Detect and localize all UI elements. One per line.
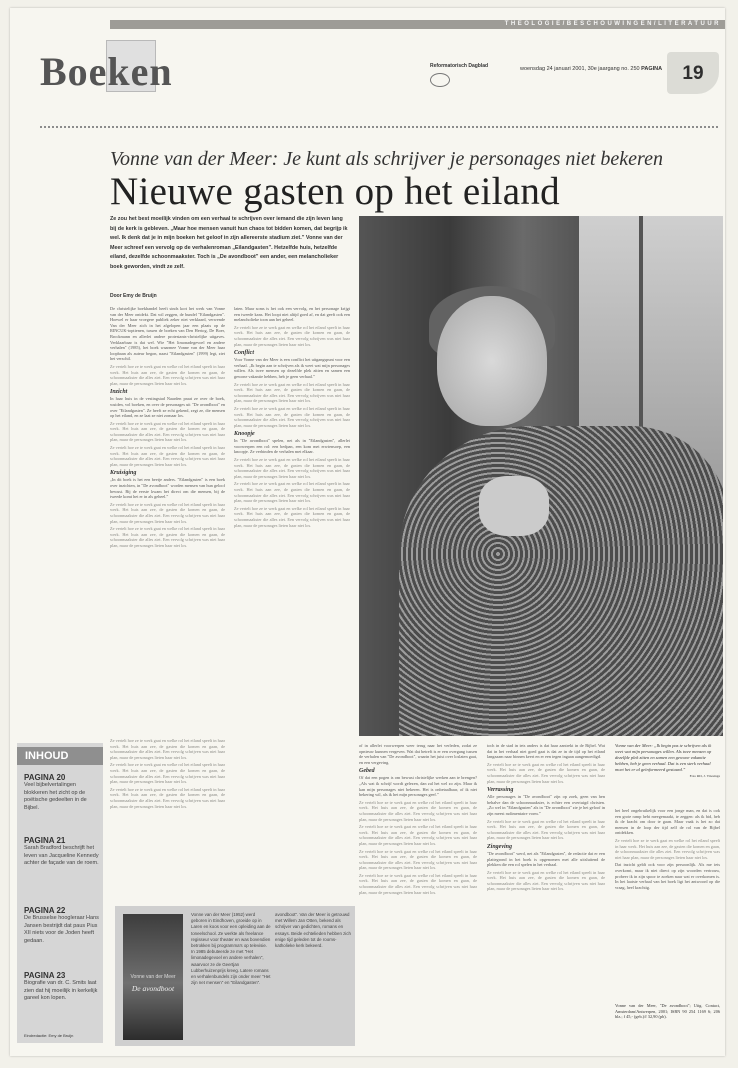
caption-text: Vonne van der Meer: „Ik begin pas te schrijven als ik weet wat mijn personages willen. Als twee mensen op dezelfde plek zitten en samen een gewone vakantie hebben, heb je geen verhaal. Dat is een sterk verhaal moet het er al geïnformeerd gestuurd.” — [615, 743, 712, 772]
article-column-5 — [615, 808, 720, 1003]
article-column-3 — [359, 743, 477, 1048]
body-paragraph: laten. Maar soms is het ook een vervolg, en het personage krijgt een tweede kans. Het loopt niet altijd goed af, en dat geeft ook een melancholieke toon aan het geheel. — [234, 306, 350, 323]
subhead-verrassing: Verrassing — [487, 787, 514, 794]
newspaper-page — [10, 8, 725, 1056]
photo-coat — [399, 426, 723, 736]
photo-caption — [615, 743, 720, 779]
body-paragraph: Ze vertelt hoe ze te werk gaat en welke rol het eiland speelt in haar werk. Het huis aan zee, de gasten die komen en gaan, de schoonmaakster die alles ziet. Een vervolg schrijven was niet haar plan, maar de personages lieten haar niet los. — [234, 505, 350, 528]
inhoud-title: INHOUD — [17, 747, 103, 765]
article-headline: Nieuwe gasten op het eiland — [110, 170, 560, 213]
paper-logo-icon — [430, 73, 450, 87]
body-paragraph: Ze vertelt hoe ze te werk gaat en welke rol het eiland speelt in haar werk. Het huis aan zee, de gasten die komen en gaan, de schoonmaakster die alles ziet. Een vervolg schrijven was niet haar plan, maar de personages lieten haar niet los. — [359, 799, 477, 822]
body-paragraph: Alle personages in "De avondboot" zijn op zoek, geen van hen behalve dan de schoonmaakster, is echter een overtuigd christen. „Zo wel in "Eilandgasten" als in "De avondboot" zie je het geloof in zijn meest rudimentaire vorm.” — [487, 794, 605, 816]
photo-hand — [479, 476, 549, 536]
book-cover-author: Vonne van der Meer — [130, 974, 176, 980]
subhead-inzicht: Inzicht — [110, 389, 128, 396]
book-bio-text: avondboot". Van der Meer is getrouwd met Willem Jan Otten, bekend als schrijver van gedichten, romans en essays. Beide echtelieden hebben zich enige tijd geleden tot de rooms-katholieke kerk bekeerd. — [275, 912, 351, 949]
body-paragraph: of in allerlei voorwerpen weer terug naar het verleden, zodat ze opnieuw kunnen vergeven. Wat dat betreft is er een overgang tussen de verhalen van "De avondboot", waarin het juist over loslaten gaat, en een vergeving. — [359, 743, 477, 765]
inhoud-item-label: PAGINA 22 — [24, 906, 66, 915]
body-paragraph: Ze vertelt hoe ze te werk gaat en welke rol het eiland speelt in haar werk. Het huis aan zee, de gasten die komen en gaan, de schoonmaakster die alles ziet. Een vervolg schrijven was niet haar plan, maar de personages lieten haar niet los. — [234, 481, 350, 504]
subhead-knoopje: Knoopje — [234, 431, 255, 438]
article-byline: Door Emy de Bruijn — [110, 293, 157, 299]
book-info — [615, 1003, 720, 1048]
inhoud-item — [24, 773, 100, 812]
inhoud-item — [24, 836, 100, 868]
photo-credit: Foto RD, J. Vriesinga — [689, 774, 720, 778]
inhoud-item — [24, 971, 100, 1003]
body-paragraph: „In dit boek is het een beetje anders. "Eilandgasten" is een boek over inzichten, in "De avondboot" worden mensen van hun geloof bewust. Bij de eerste kwam het direct om die mensen, bij de tweede komt het er in als geheel.” — [110, 477, 225, 500]
body-paragraph: Ze vertelt hoe ze te werk gaat en welke rol het eiland speelt in haar werk. Het huis aan zee, de gasten die komen en gaan, de schoonmaakster die alles ziet. Een vervolg schrijven was niet haar plan, maar de personages lieten haar niet los. — [487, 761, 605, 784]
dateline — [520, 66, 662, 72]
inhoud-credit: Eindredactie: Emy de Bruijn — [24, 1033, 74, 1038]
inhoud-item-text: Biografie van dr. C. Smits laat zien dat hij moeilijk in kerkelijk gareel kon lopen. — [24, 980, 98, 1001]
date-text: woensdag 24 januari 2001, 30e jaargang no. 250 — [520, 66, 640, 72]
body-paragraph: Voor Vonne van der Meer is een conflict het uitgangspunt voor een verhaal. „Ik begin aan te schrijven als ik weet wat mijn personages willen. Als twee mensen op dezelfde plek zitten en samen een gewone vakantie hebben, heb je geen verhaal.” — [234, 357, 350, 379]
photo-face — [437, 296, 547, 426]
subhead-conflict: Conflict — [234, 350, 255, 357]
body-paragraph: Of dat een pogen is om bewust christelijke werken aan te brengen? „Als wat ik schrijf wordt gelezen, dan zal het wel zo zijn. Maar ik kan mijn personages niet bekeren. Het is onbetaalbaar, of ik niet bekering wil, als ik het mijn personages geef.” — [359, 775, 477, 798]
body-paragraph: Ze vertelt hoe ze te werk gaat en welke rol het eiland speelt in haar werk. Het huis aan zee, de gasten die komen en gaan, de schoonmaakster die alles ziet. Een vervolg schrijven was niet haar plan, maar de personages lieten haar niet los. — [110, 526, 225, 548]
body-paragraph: Ze vertelt hoe ze te werk gaat en welke rol het eiland speelt in haar werk. Het huis aan zee, de gasten die komen en gaan, de schoonmaakster die alles ziet. Een vervolg schrijven was niet haar plan, maar de personages lieten haar niet los. — [234, 405, 350, 428]
author-photo — [359, 216, 723, 736]
section-title: Boeken — [40, 49, 173, 94]
subhead-kruisiging: Kruisiging — [110, 470, 137, 477]
inhoud-item — [24, 906, 100, 945]
article-column-1 — [110, 306, 225, 738]
section-strip: THEOLOGIE/BESCHOUWINGEN/LITERATUUR — [110, 20, 725, 29]
body-paragraph: Ze vertelt hoe ze te werk gaat en welke rol het eiland speelt in haar werk. Het huis aan zee, de gasten die komen en gaan, de schoonmaakster die alles ziet. Een vervolg schrijven was niet haar plan, maar de personages lieten haar niet los. — [487, 818, 605, 841]
body-paragraph: In "De avondboot" spelen, net als in "Eilandgasten", allerlei voorwerpen een rol: een bedpan, een kom met erwtensoep, een knoopje. Ze verbinden de verhalen met elkaar. — [234, 438, 350, 455]
body-paragraph: Ze vertelt hoe ze te werk gaat en welke rol het eiland speelt in haar werk. Het huis aan zee, de gasten die komen en gaan, de schoonmaakster die alles ziet. Een vervolg schrijven was niet haar plan, maar de personages lieten haar niet los. — [110, 445, 225, 467]
inhoud-item-label: PAGINA 20 — [24, 773, 66, 782]
body-paragraph: Ze vertelt hoe ze te werk gaat en welke rol het eiland speelt in haar werk. Het huis aan zee, de gasten die komen en gaan, de schoonmaakster die alles ziet. Een vervolg schrijven was niet haar plan, maar de personages lieten haar niet los. — [359, 824, 477, 846]
inhoud-item-label: PAGINA 23 — [24, 971, 66, 980]
subhead-gebed: Gebed — [359, 768, 375, 775]
body-paragraph: Ze vertelt hoe ze te werk gaat en welke rol het eiland speelt in haar werk. Het huis aan zee, de gasten die komen en gaan, de schoonmaakster die alles ziet. Een vervolg schrijven was niet haar plan, maar de personages lieten haar niet los. — [110, 501, 225, 524]
inhoud-item-label: PAGINA 21 — [24, 836, 66, 845]
subhead-zingeving: Zingeving — [487, 843, 512, 850]
body-paragraph: Ze vertelt hoe ze te werk gaat en welke rol het eiland speelt in haar werk. Het huis aan zee, de gasten die komen en gaan, de schoonmaakster die alles ziet. Een vervolg schrijven was niet haar plan, maar de personages lieten haar niet los. — [487, 869, 605, 892]
body-paragraph: Ze vertelt hoe ze te werk gaat en welke rol het eiland speelt in haar werk. Het huis aan zee, de gasten die komen en gaan, de schoonmaakster die alles ziet. Een vervolg schrijven was niet haar plan, maar de personages lieten haar niet los. — [234, 457, 350, 479]
body-paragraph: "De avondboot" werd, net als "Eilandgasten", de redactie dat er een plattegrond in het boek is opgenomen met alle uitsluitend de plekken die een rol spelen in het verhaal. — [487, 850, 605, 868]
article-column-1-continued — [110, 738, 225, 898]
article-lead: Ze zou het best moeilijk vinden om een verhaal te schrijven over iemand die zijn leven lang bij de kerk is gebleven. „Maar hoe mensen vanuit hun chaos tot bidden komen, dat begrijp ik wel. Ik denk dat je in mijn boeken het geloof in zijn allereerste stadium ziet.” Vonne van der Meer schreef een vervolg op de verhalenroman „Eilandgasten”. Hetzelfde huis, hetzelfde eiland, dezelfde schoonmaakster. Toch is „De avondboot” een ander, een melancholieker boek geworden, vindt ze zelf. — [110, 216, 348, 270]
article-column-4 — [487, 743, 605, 1048]
book-cover — [123, 914, 183, 1040]
body-paragraph: De christelijke boekhandel heeft sinds kort het werk van Vonne van der Meer ontdekt. Dat wil zeggen, de bundel "Eilandgasten". Hoewel er haar vroegere publiek zeker niet verklaard, verwende Van der Meer zich in het afgelopen jaar een plaats op de RINCUK-toptienen, tussen de boeken van Den Hertog, De Boer, Brockmann en allerlei andere protestants-christelijke uitgaves. Verklaarbaar is dat wel. Wie "Het limonadegevoel en andere verhalen" (1985), het boek waarmee Vonne van der Meer haar loopbaan als auteur begon, naast "Eilandgasten" (1999) legt, ziet het verschil. — [110, 306, 225, 362]
body-paragraph: Ze vertelt hoe ze te werk gaat en welke rol het eiland speelt in haar werk. Het huis aan zee, de gasten die komen en gaan, de schoonmaakster die alles ziet. Een vervolg schrijven was niet haar plan, maar de personages lieten haar niet los. — [110, 363, 225, 386]
dotted-divider — [40, 126, 718, 128]
page-number: 19 — [667, 52, 719, 94]
book-bio-text: Vonne van der Meer (1952) werd geboren in Eindhoven, groeide op in Laren en koos voor een opleiding aan de toneelschool. Ze werkte als freelance regisseur voor theater en was bovendien betrokken bij programma's op televisie. — [191, 912, 271, 949]
body-paragraph: Ze vertelt hoe ze te werk gaat en welke rol het eiland speelt in haar werk. Het huis aan zee, de gasten die komen en gaan, de schoonmaakster die alles ziet. Een vervolg schrijven was niet haar plan, maar de personages lieten haar niet los. — [359, 848, 477, 871]
book-box — [115, 906, 355, 1046]
book-bio-column-1 — [191, 912, 271, 1042]
body-paragraph: toch in de stad in iets anders is dat haar aantrekt in de Bijbel. Wat dat in het verhaal niet goed gaat is dat ze in de tijd op het eiland langzaam naar binnen keert en er een tegen ingaan aangemoedigd. — [487, 743, 605, 760]
body-paragraph: Ze vertelt hoe ze te werk gaat en welke rol het eiland speelt in haar werk. Het huis aan zee, de gasten die komen en gaan, de schoonmaakster die alles ziet. Een vervolg schrijven was niet haar plan, maar de personages lieten haar niet los. — [110, 738, 225, 760]
book-info-text: Vonne van der Meer, "De avondboot"; Uitg. Contact, Amsterdam/Antwerpen, 2001; ISBN 90 254 1169 6; 206 blz.; f 45,- (geb.)/f 32,90 (pb). — [615, 1003, 720, 1020]
body-paragraph: In haar huis in de vestingstad Naarden praat ze over de boek, wuiden, vol boeken, en over de personages uit "De avondboot" en over "Eilandgasten". Ze heeft ze echt gekend, zegt ze, die mensen op het eiland, en ze laat ze niet zomaar los. — [110, 396, 225, 419]
book-bio-text: In 1985 debuteerde ze met "Het limonadegevoel en andere verhalen", waarvoor ze de Geertjan Lubberhuizenprijs kreeg. Latere romans en verhalenbundels zijn onder meer "Het zijn net mensen" en "Eilandgasten". — [191, 949, 271, 986]
article-column-2 — [234, 306, 350, 898]
body-paragraph: Dat inzicht geldt ook voor zijn persoonlijk. Als me iets overkomt, maar ik niet direct op zijn woorden vertrouw, probeer ik in zijn spoor te zoeken naar wat er overkomen is. In het laatste verhaal van het boek ligt het antwoord op die vraag, heel krachtig. — [615, 862, 720, 890]
inhoud-item-text: Veel bijbelvertalingen blokkeren het zicht op de poëtische gedeelten in de Bijbel. — [24, 782, 87, 811]
inhoud-box — [17, 743, 103, 1043]
body-paragraph: Ze vertelt hoe ze te werk gaat en welke rol het eiland speelt in haar werk. Het huis aan zee, de gasten die komen en gaan, de schoonmaakster die alles ziet. Een vervolg schrijven was niet haar plan, maar de personages lieten haar niet los. — [110, 420, 225, 443]
body-paragraph: Ze vertelt hoe ze te werk gaat en welke rol het eiland speelt in haar werk. Het huis aan zee, de gasten die komen en gaan, de schoonmaakster die alles ziet. Een vervolg schrijven was niet haar plan, maar de personages lieten haar niet los. — [359, 872, 477, 895]
page-label: PAGINA — [641, 66, 663, 72]
inhoud-item-text: De Brusselse hoogleraar Hans Jansen bestrijdt dat paus Pius XII niets voor de Joden heeft gedaan. — [24, 915, 99, 944]
body-paragraph: het heel ongebruikelijk voor een jonge man, en dat is ook een grote ramp hebt meegemaakt, te zeggen: als ik bid, heb ik de kracht om door te gaan. Maar vaak is het zo dat mensen in de loop der tijd zelf de rol van de Bijbel ontdekken. — [615, 808, 720, 836]
body-paragraph: Ze vertelt hoe ze te werk gaat en welke rol het eiland speelt in haar werk. Het huis aan zee, de gasten die komen en gaan, de schoonmaakster die alles ziet. Een vervolg schrijven was niet haar plan, maar de personages lieten haar niet los. — [615, 837, 720, 860]
paper-name: Reformatorisch Dagblad — [430, 63, 489, 69]
paper-logo — [430, 63, 488, 87]
book-cover-title: De avondboot — [131, 984, 175, 993]
inhoud-item-text: Sarah Bradford beschrijft het leven van Jacqueline Kennedy achter de façade van de roem. — [24, 845, 99, 866]
body-paragraph: Ze vertelt hoe ze te werk gaat en welke rol het eiland speelt in haar werk. Het huis aan zee, de gasten die komen en gaan, de schoonmaakster die alles ziet. Een vervolg schrijven was niet haar plan, maar de personages lieten haar niet los. — [110, 786, 225, 809]
body-paragraph: Ze vertelt hoe ze te werk gaat en welke rol het eiland speelt in haar werk. Het huis aan zee, de gasten die komen en gaan, de schoonmaakster die alles ziet. Een vervolg schrijven was niet haar plan, maar de personages lieten haar niet los. — [110, 762, 225, 785]
book-bio-column-2 — [275, 912, 355, 1042]
body-paragraph: Ze vertelt hoe ze te werk gaat en welke rol het eiland speelt in haar werk. Het huis aan zee, de gasten die komen en gaan, de schoonmaakster die alles ziet. Een vervolg schrijven was niet haar plan, maar de personages lieten haar niet los. — [234, 324, 350, 347]
article-kicker: Vonne van der Meer: Je kunt als schrijver je personages niet bekeren — [110, 148, 663, 170]
body-paragraph: Ze vertelt hoe ze te werk gaat en welke rol het eiland speelt in haar werk. Het huis aan zee, de gasten die komen en gaan, de schoonmaakster die alles ziet. Een vervolg schrijven was niet haar plan, maar de personages lieten haar niet los. — [234, 381, 350, 404]
